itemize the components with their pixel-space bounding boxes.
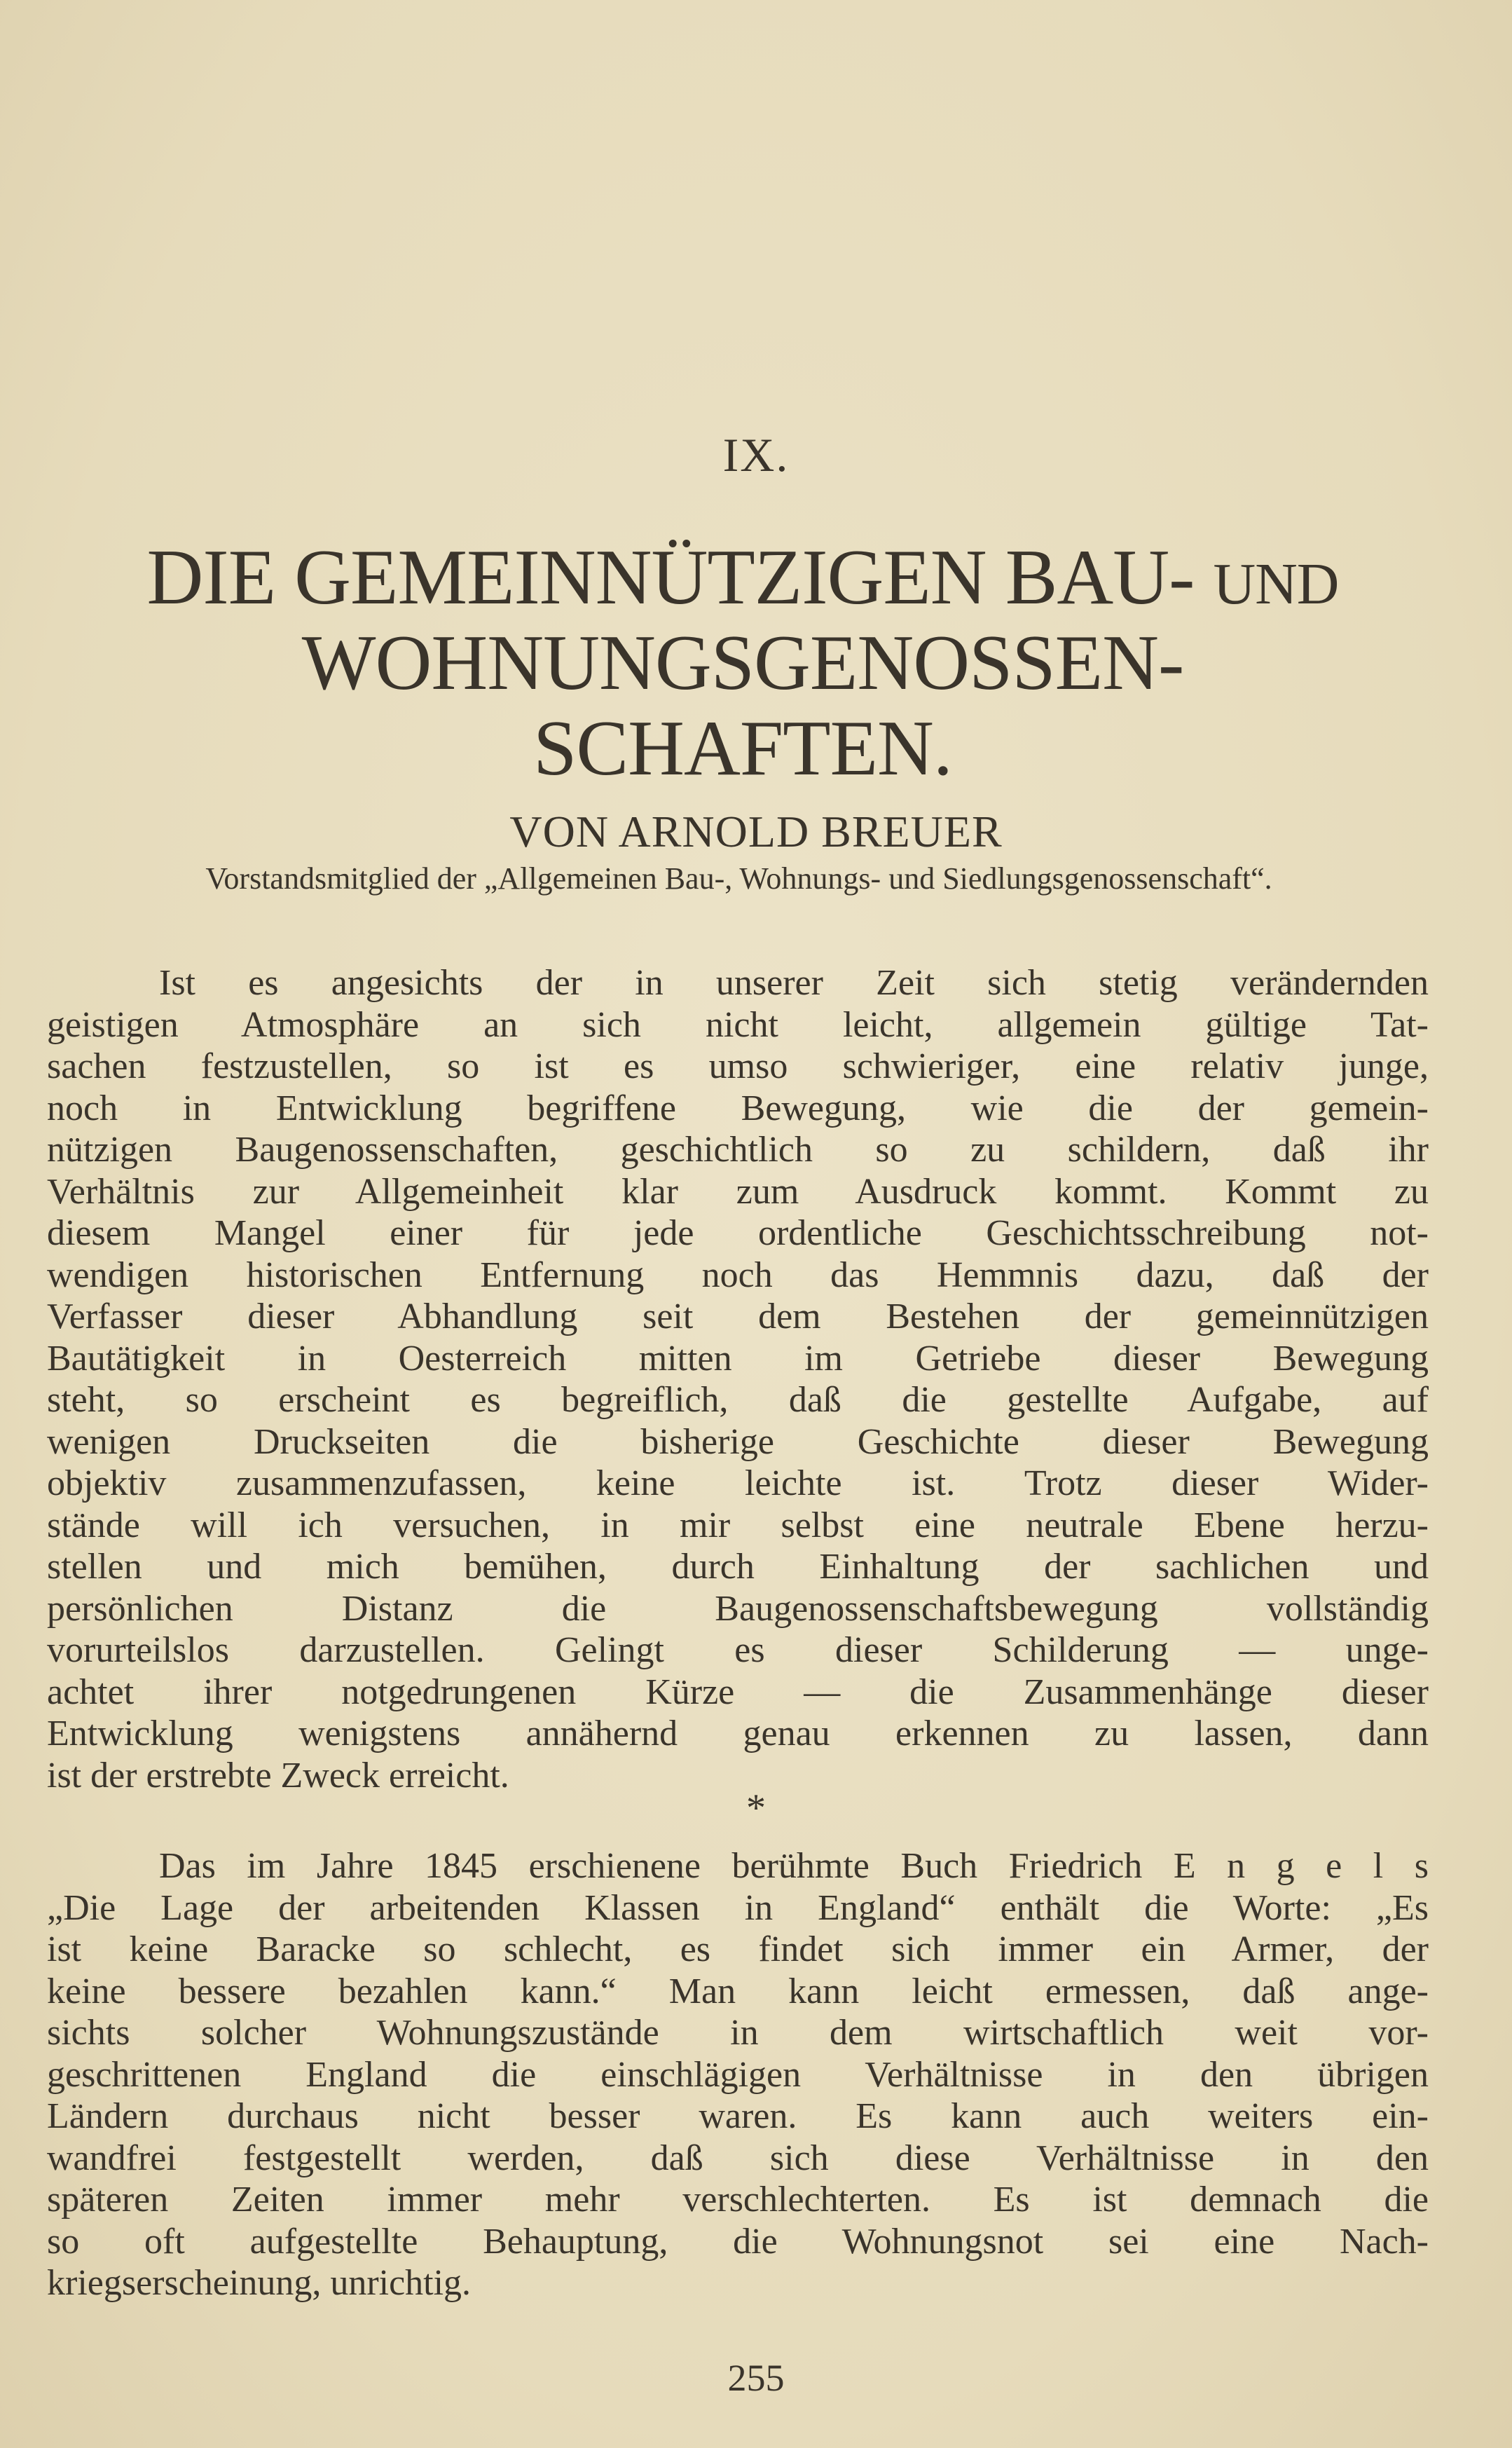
text-line: objektiv zusammenzufassen, keine leichte ist. Trotz dieser Wider-	[47, 1463, 1429, 1503]
author-affiliation: Vorstandsmitglied der „Allgemeinen Bau-, Wohnungs- und Siedlungsgenossenschaft“.	[205, 861, 1272, 896]
text-line: vorurteilslos darzustellen. Gelingt es dieser Schilderung — unge-	[47, 1630, 1429, 1670]
text-line: persönlichen Distanz die Baugenossenschaftsbewegung vollständig	[47, 1588, 1429, 1629]
page-number: 255	[727, 2357, 785, 2399]
text-line: geistigen Atmosphäre an sich nicht leicht, allgemein gültige Tat-	[47, 1004, 1429, 1045]
text-line: Verfasser dieser Abhandlung seit dem Bestehen der gemeinnützigen	[47, 1297, 1429, 1336]
text-line: keine bessere bezahlen kann.“ Man kann leicht ermessen, daß ange-	[47, 1971, 1429, 2011]
text-line: ist der erstrebte Zweck erreicht.	[47, 1755, 509, 1796]
text-line: so oft aufgestellte Behauptung, die Wohnungsnot sei eine Nach-	[47, 2221, 1429, 2262]
text-line: stände will ich versuchen, in mir selbst eine neutrale Ebene herzu-	[47, 1505, 1429, 1545]
text-line: noch in Entwicklung begriffene Bewegung, wie die der gemein-	[47, 1088, 1429, 1128]
text-line: sachen festzustellen, so ist es umso schwieriger, eine relativ junge,	[47, 1046, 1429, 1086]
text-line: Bautätigkeit in Oesterreich mitten im Getriebe dieser Bewegung	[47, 1338, 1429, 1379]
text-line: Entwicklung wenigstens annähernd genau erkennen zu lassen, dann	[47, 1714, 1429, 1753]
text-line: Das im Jahre 1845 erschienene berühmte Buch Friedrich E n g e l s	[159, 1846, 1429, 1886]
text-line: Ländern durchaus nicht besser waren. Es kann auch weiters ein-	[47, 2096, 1429, 2136]
text-line: „Die Lage der arbeitenden Klassen in England“ enthält die Worte: „Es	[47, 1887, 1429, 1928]
author-byline: VON ARNOLD BREUER	[509, 807, 1003, 856]
title-line-1-und: UND	[1213, 552, 1339, 617]
title-line-1	[42, 534, 1443, 621]
title-line-2: WOHNUNGSGENOSSEN-	[301, 620, 1184, 706]
title-line-3: SCHAFTEN.	[533, 705, 952, 792]
paragraph-1	[47, 962, 1429, 1796]
chapter-number: IX.	[722, 428, 790, 481]
text-line: wenigen Druckseiten die bisherige Geschichte dieser Bewegung	[47, 1421, 1429, 1462]
text-line: späteren Zeiten immer mehr verschlechterten. Es ist demnach die	[47, 2180, 1429, 2220]
text-line: diesem Mangel einer für jede ordentliche Geschichtsschreibung not-	[47, 1213, 1429, 1253]
text-line: ist keine Baracke so schlecht, es findet sich immer ein Armer, der	[47, 1929, 1429, 1969]
text-line: steht, so erscheint es begreiflich, daß die gestellte Aufgabe, auf	[47, 1380, 1429, 1420]
text-line: stellen und mich bemühen, durch Einhaltung der sachlichen und	[47, 1547, 1429, 1587]
section-separator: *	[746, 1786, 766, 1830]
text-line: sichts solcher Wohnungszustände in dem wirtschaftlich weit vor-	[47, 2013, 1429, 2053]
text-line: Ist es angesichts der in unserer Zeit sich stetig verändernden	[159, 963, 1429, 1003]
title-line-1-main: DIE GEMEINNÜTZIGEN BAU-	[146, 534, 1195, 621]
text-line: wendigen historischen Entfernung noch das Hemmnis dazu, daß der	[47, 1254, 1429, 1295]
text-line: wandfrei festgestellt werden, daß sich diese Verhältnisse in den	[47, 2138, 1429, 2178]
text-line: kriegserscheinung, unrichtig.	[47, 2263, 472, 2303]
text-line: nützigen Baugenossenschaften, geschichtlich so zu schildern, daß ihr	[47, 1130, 1429, 1170]
text-line: achtet ihrer notgedrungenen Kürze — die Zusammenhänge dieser	[47, 1671, 1429, 1712]
paragraph-2	[47, 1845, 1429, 2304]
text-line: Verhältnis zur Allgemeinheit klar zum Ausdruck kommt. Kommt zu	[47, 1171, 1429, 1212]
text-line: geschrittenen England die einschlägigen Verhältnisse in den übrigen	[47, 2054, 1429, 2095]
